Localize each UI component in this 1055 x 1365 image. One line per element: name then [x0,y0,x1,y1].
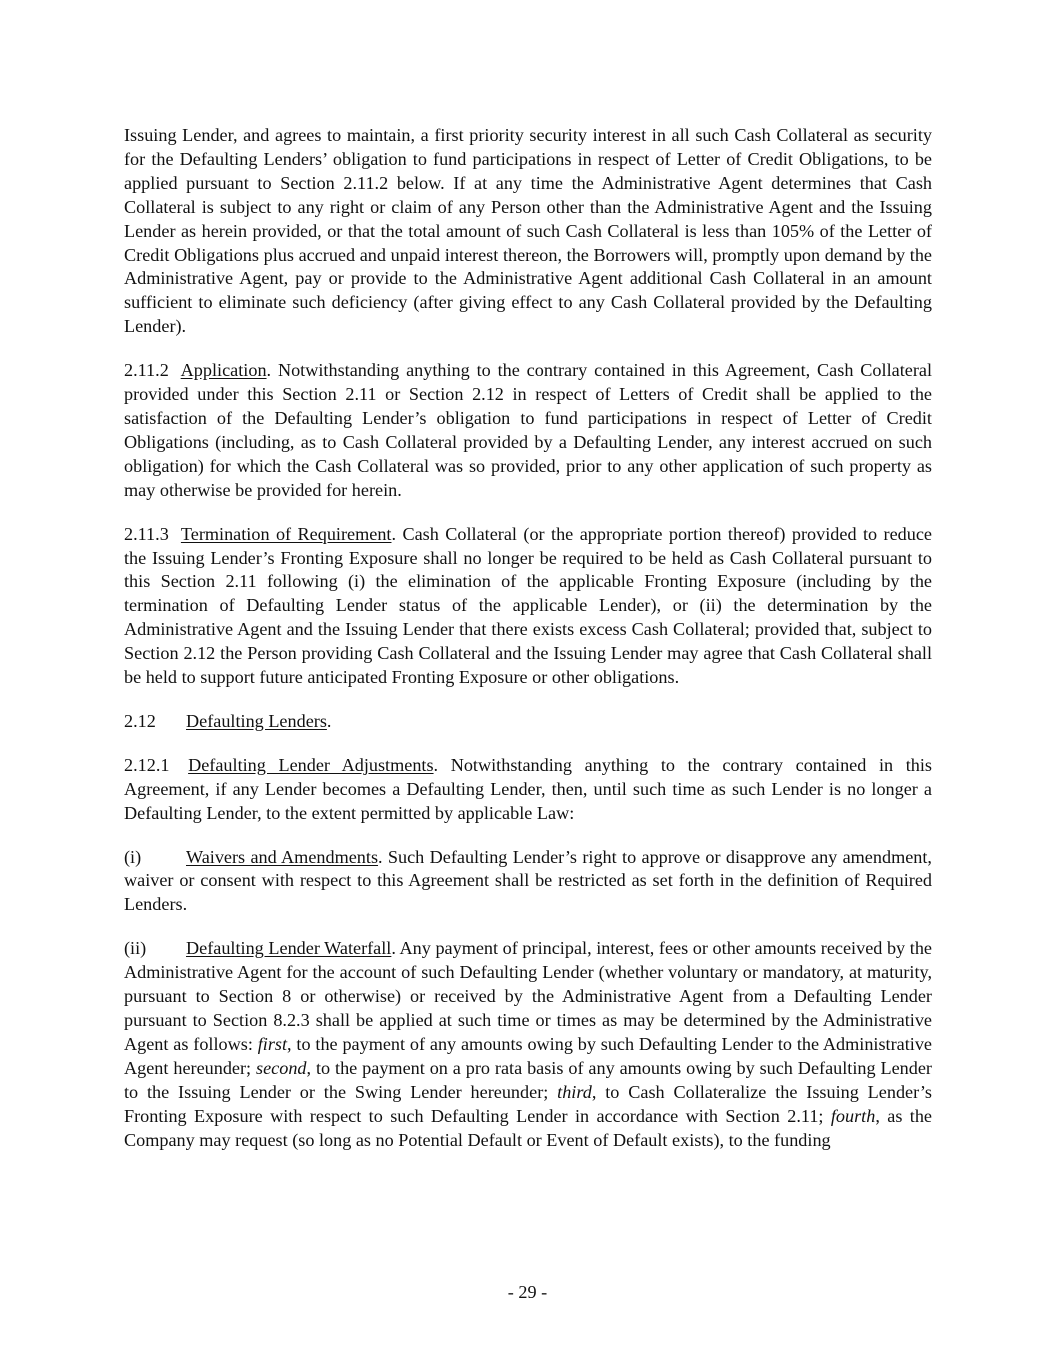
section-2-11-3 [124,523,932,690]
clause-heading: Defaulting Lender Waterfall [186,938,392,959]
section-number: 2.12 [124,710,156,731]
section-2-11-2 [124,359,932,502]
ordinal-third: third [557,1081,592,1102]
clause-text: . Such Defaulting Lender’s right to approve or disapprove any amendment, waiver or consent with respect to this Agreement shall be restricted as set forth in the definition of Required Lenders. [124,846,932,915]
clause-i-waivers [124,846,932,918]
clause-text: , as the Company may request (so long as no Potential Default or Event of Default exists), to the funding [124,1105,932,1150]
ordinal-second: second [256,1057,307,1078]
section-text: . Notwithstanding anything to the contrary contained in this Agreement, if any Lender becomes a Defaulting Lender, then, until such time as such Lender is no longer a Defaulting Lender, to the extent permitted by applicable Law: [124,754,932,823]
document-body [124,124,932,1172]
section-number: 2.11.2 [124,360,169,381]
section-number: 2.12.1 [124,754,170,775]
section-heading: Termination of Requirement [180,523,392,544]
paragraph-cash-collateral-continued [124,124,932,339]
ordinal-first: first [257,1033,288,1054]
clause-text: , to the payment of any amounts owing by such Defaulting Lender to the Administrative Agent hereunder; [124,1033,932,1078]
section-2-12 [124,710,932,734]
clause-ii-waterfall [124,937,932,1152]
section-number: 2.11.3 [124,523,169,544]
clause-heading: Waivers and Amendments [186,846,379,867]
section-2-12-1 [124,754,932,826]
section-heading: Defaulting Lender Adjustments [188,754,434,775]
clause-text: . Any payment of principal, interest, fees or other amounts received by the Administrative Agent for the account of such Defaulting Lender (whether voluntary or mandatory, at maturity, pursuant to Section 8 or otherwise) or received by the Administrative Agent from a Defaulting Lender pursuant to Section 8.2.3 shall be applied at such time or times as may be determined by the Administrative Agent as follows: [124,938,932,1054]
clause-number: (i) [124,846,142,867]
section-text: . Cash Collateral (or the appropriate portion thereof) provided to reduce the Issuing Lender’s Fronting Exposure shall no longer be required to be held as Cash Collateral pursuant to this Section 2.11 following (i) the elimination of the applicable Fronting Exposure (including by the termination of Defaulting Lender status of the applicable Lender), or (ii) the determination by the Administrative Agent and the Issuing Lender that there exists excess Cash Collateral; provided that, subject to Section 2.12 the Person providing Cash Collateral and the Issuing Lender may agree that Cash Collateral shall be held to support future anticipated Fronting Exposure or other obligations. [124,523,932,688]
ordinal-fourth: fourth [830,1105,876,1126]
section-text: . [326,710,332,731]
clause-text: , to the payment on a pro rata basis of any amounts owing by such Defaulting Lender to the Issuing Lender or the Swing Lender hereunder; [124,1057,932,1102]
clause-number: (ii) [124,938,147,959]
section-text: . Notwithstanding anything to the contrary contained in this Agreement, Cash Collateral provided under this Section 2.11 or Section 2.12 in respect of Letters of Credit shall be applied to the satisfaction of the Defaulting Lender’s obligation to fund participations in respect of Letter of Credit Obligations (including, as to Cash Collateral provided by a Defaulting Lender, any interest accrued on such obligation) for which the Cash Collateral was so provided, prior to any other application of such property as may otherwise be provided for herein. [124,360,933,500]
paragraph-text: Issuing Lender, and agrees to maintain, a first priority security interest in all such Cash Collateral as security for the Defaulting Lenders’ obligation to fund participations in respect of Letter of Credit Obligations, to be applied pursuant to Section 2.11.2 below. If at any time the Administrative Agent determines that Cash Collateral is subject to any right or claim of any Person other than the Administrative Agent and the Issuing Lender as herein provided, or that the total amount of such Cash Collateral is less than 105% of the Letter of Credit Obligations plus accrued and unpaid interest thereon, the Borrowers will, promptly upon demand by the Administrative Agent, pay or provide to the Administrative Agent additional Cash Collateral in an amount sufficient to eliminate such deficiency (after giving effect to any Cash Collateral provided by the Defaulting Lender). [124,125,932,337]
section-heading: Application [180,360,267,381]
clause-text: , to Cash Collateralize the Issuing Lender’s Fronting Exposure with respect to such Defaulting Lender in accordance with Section 2.11; [124,1081,932,1126]
section-heading: Defaulting Lenders [186,710,327,731]
page-number: - 29 - [507,1282,548,1302]
